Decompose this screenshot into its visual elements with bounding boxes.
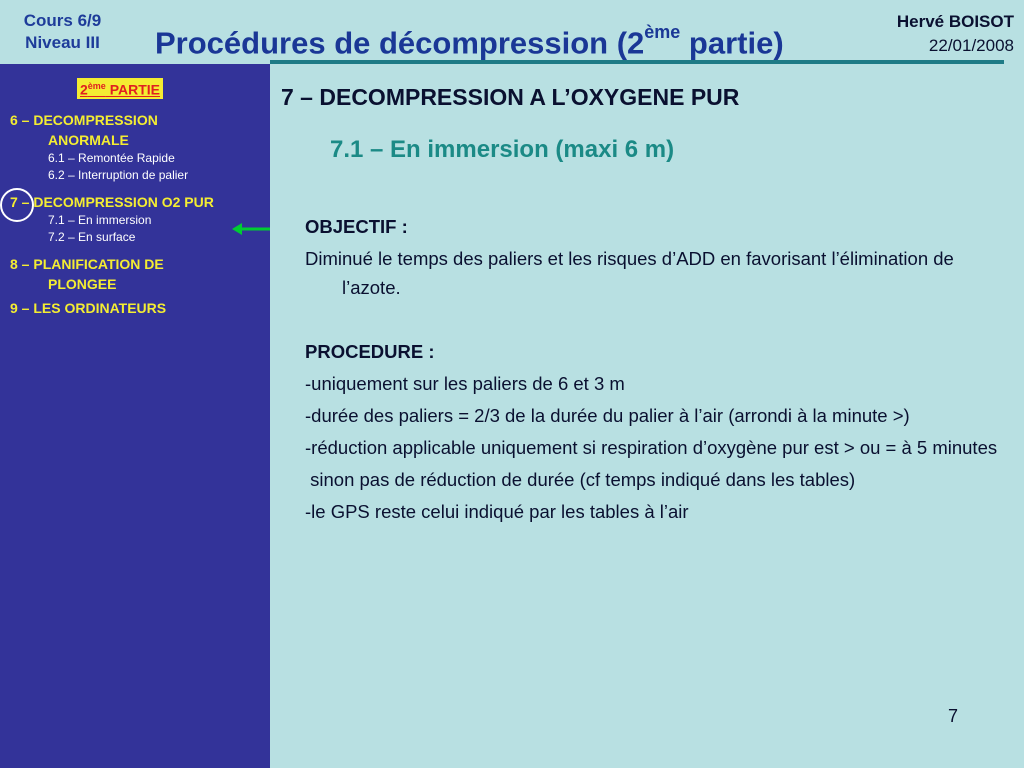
page-number: 7	[948, 706, 959, 726]
procedure-item: -le GPS reste celui indiqué par les tables à l’air	[305, 501, 689, 522]
current-subsection-arrow-icon	[230, 220, 274, 238]
slide-content	[305, 212, 1017, 526]
toc-item-label: 8 – PLANIFICATION DE	[10, 256, 164, 272]
procedure-item: -durée des paliers = 2/3 de la durée du palier à l’air (arrondi à la minute >)	[305, 405, 910, 426]
section-heading: 7 – DECOMPRESSION A L’OXYGENE PUR	[281, 84, 740, 110]
procedure-item: -réduction applicable uniquement si respiration d’oxygène pur est > ou = à 5 minutes	[305, 437, 998, 458]
part-tag[interactable]	[77, 78, 163, 99]
toc-item-label: 6 – DECOMPRESSION	[10, 112, 158, 128]
objectif-label: OBJECTIF :	[305, 216, 408, 237]
toc-subitem-7-2[interactable]: 7.2 – En surface	[48, 230, 136, 244]
slide-title	[155, 16, 784, 63]
title-sup: ème	[644, 22, 681, 42]
current-section-circle	[0, 188, 34, 222]
author-date: 22/01/2008	[928, 36, 1014, 55]
subsection-heading: 7.1 – En immersion (maxi 6 m)	[330, 136, 675, 163]
toc-item-label: 9 – LES ORDINATEURS	[10, 300, 167, 316]
procedure-item: -uniquement sur les paliers de 6 et 3 m	[305, 373, 625, 394]
course-level: Niveau III	[25, 33, 100, 52]
toc-item-label: 7 – DECOMPRESSION O2 PUR	[10, 194, 214, 210]
header-divider	[270, 60, 1004, 64]
part-tag-num: 2	[80, 81, 88, 98]
toc-subitem-6-2[interactable]: 6.2 – Interruption de palier	[48, 168, 189, 182]
title-main: Procédures de décompression (2	[155, 25, 645, 61]
objectif-text: Diminué le temps des paliers et les risques d’ADD en favorisant l’élimination de l’azote.	[305, 248, 954, 298]
toc-item-label-cont: ANORMALE	[48, 132, 129, 148]
author-name: Hervé BOISOT	[896, 12, 1014, 31]
toc	[10, 110, 265, 318]
part-tag-sup: ème	[87, 81, 106, 91]
course-info	[0, 10, 125, 54]
procedure-item: sinon pas de réduction de durée (cf temps indiqué dans les tables)	[305, 469, 856, 490]
toc-item-6[interactable]	[10, 110, 265, 150]
toc-item-8[interactable]	[10, 254, 265, 294]
author-block	[897, 10, 1014, 58]
procedure-label: PROCEDURE :	[305, 341, 435, 362]
toc-subitem-7-1[interactable]: 7.1 – En immersion	[48, 213, 152, 227]
toc-item-7[interactable]	[10, 192, 265, 212]
toc-item-label-cont: PLONGEE	[48, 276, 117, 292]
toc-item-9[interactable]	[10, 298, 265, 318]
course-number: Cours 6/9	[23, 11, 102, 30]
part-tag-text: PARTIE	[105, 81, 161, 98]
toc-subitem-6-1[interactable]: 6.1 – Remontée Rapide	[48, 151, 175, 165]
title-end: partie)	[680, 25, 784, 61]
